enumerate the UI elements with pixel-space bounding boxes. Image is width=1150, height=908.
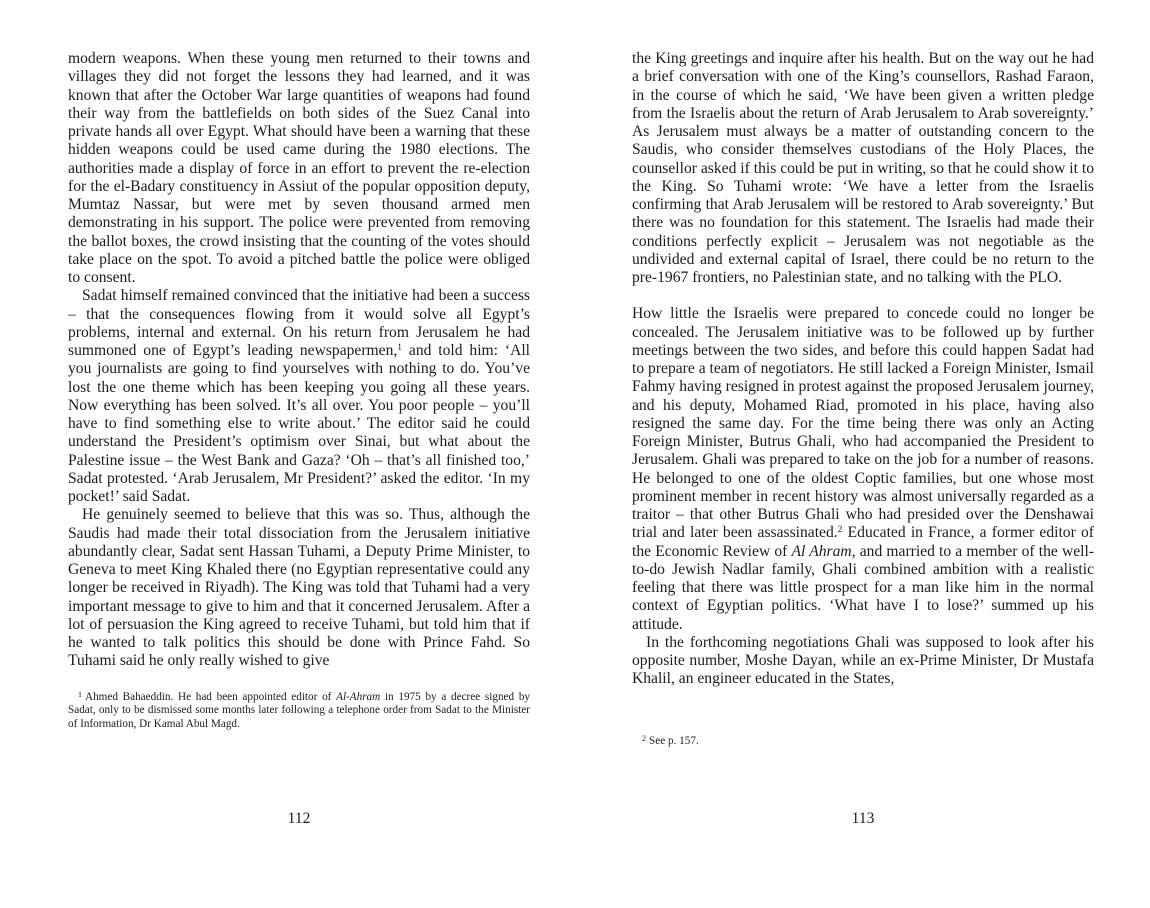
footnote-marker: 1 <box>397 343 403 353</box>
paragraph: How little the Israelis were prepared to concede could no longer be concealed. The Jerusalem initiative was to be followed up by further meetings between the two sides, and before this could happen Sadat had to prepare a team of negotiators. He still lacked a Foreign Minister, Ismail Fahmy having resigned in protest against the proposed Jerusalem journey, and his deputy, Mohamed Riad, promoted in his place, having also resigned the same day. For the time being there was only an Acting Foreign Minister, Butrus Ghali, who had accompanied the President to Jerusalem. Ghali was prepared to take on the job for a number of reasons. He belonged to one of the oldest Coptic families, but one whose most prominent member in recent history was almost universally regarded as a traitor – that other Butrus Ghali who had presided over the Denshawai trial and later been assassinated.$^2$ Educated in France, a former editor of the Economic Review of Al Ahram, and married to a member of the well-to-do Jewish Nadlar family, Ghali combined ambition with a realistic feeling that there was little prospect for a man like him in the normal context of Egyptian politics. ‘What have I to lose?’ summed up his attitude. <box>632 305 1094 633</box>
paragraph: modern weapons. When these young men returned to their towns and villages they did not forget the lessons they had learned, and it was known that after the October War large quantities of weapons had found their way from the battlefields on both sides of the Suez Canal into private hands all over Egypt. What should have been a warning that these hidden weapons could be used came during the 1980 elections. The authorities made a display of force in an effort to prevent the re-election for the el-Badary constituency in Assiut of the popular opposition deputy, Mumtaz Nassar, but were met by seven thousand armed men demonstrating in his support. The police were prevented from removing the ballot boxes, the crowd insisting that the counting of the votes should take place on the spot. To avoid a pitched battle the police were obliged to consent. <box>68 50 530 286</box>
paragraph: Sadat himself remained convinced that the initiative had been a success – that the consequences flowing from it would solve all Egypt’s problems, internal and external. On his return from Jerusalem he had summoned one of Egypt’s leading newspapermen,$^1$ and told him: ‘All you journalists are going to find yourselves with nothing to do. You’ve lost the one theme which has been keeping you going all these years. Now everything has been solved. It’s all over. You poor people – you’ll have to find something else to write about.’ The editor said he could understand the President’s optimism over Sinai, but what about the Palestine issue – the West Bank and Gaza? ‘Oh – that’s all finished too,’ Sadat protested. ‘Arab Jerusalem, Mr President?’ asked the editor. ‘In my pocket!’ said Sadat. <box>68 287 531 505</box>
paragraph: He genuinely seemed to believe that this was so. Thus, although the Saudis had made their total dissociation from the Jerusalem initiative abundantly clear, Sadat sent Hassan Tuhami, a Deputy Prime Minister, to Geneva to meet King Khaled there (no Egyptian representative could any longer be received in Riyadh). The King was told that Tuhami had a very important message to give to him and that it concerned Jerusalem. After a lot of persuasion the King agreed to receive Tuhami, but told him that if he wanted to talk politics this should be done with Prince Fahd. So Tuhami said he only really wished to give <box>68 506 530 670</box>
right-page-body <box>632 50 1094 689</box>
footnote: $^2$ See p. 157. <box>642 733 699 747</box>
paragraph: In the forthcoming negotiations Ghali was supposed to look after his opposite number, Moshe Dayan, while an ex-Prime Minister, Dr Mustafa Khalil, an engineer educated in the States, <box>632 633 1094 688</box>
footnote-number: 1 <box>78 689 82 699</box>
page-number: 112 <box>287 810 311 827</box>
page-number: 113 <box>851 810 875 827</box>
footnote: $^1$ Ahmed Bahaeddin. He had been appointed editor of Al-Ahram in 1975 by a decree signed by Sadat, only to be dismissed some months later following a telephone order from Sadat to the Minister of Information, Dr Kamal Abul Magd. <box>68 689 531 731</box>
footnotes <box>632 735 1094 749</box>
footnotes <box>68 691 530 732</box>
paragraph: the King greetings and inquire after his health. But on the way out he had a brief conversation with one of the King’s counsellors, Rashad Faraon, in the course of which he said, ‘We have been given a written pledge from the Israelis about the return of Arab Jerusalem to Arab sovereignty.’ As Jerusalem must always be a matter of outstanding concern to the Saudis, who consider themselves custodians of the Holy Places, the counsellor asked if this could be put in writing, so that he could show it to the King. So Tuhami wrote: ‘We have a letter from the Israelis confirming that Arab Jerusalem will be restored to Arab sovereignty.’ But there was no foundation for this statement. The Israelis had made their conditions perfectly explicit – Jerusalem was not negotiable as the undivided and external capital of Israel, there could be no return to the pre-1967 frontiers, no Palestinian state, and no talking with the PLO. <box>632 50 1094 286</box>
left-page-body <box>68 50 530 671</box>
footnote-number: 2 <box>642 733 646 743</box>
left-page <box>68 50 530 732</box>
right-page <box>632 50 1094 748</box>
footnote-marker: 2 <box>837 525 843 536</box>
